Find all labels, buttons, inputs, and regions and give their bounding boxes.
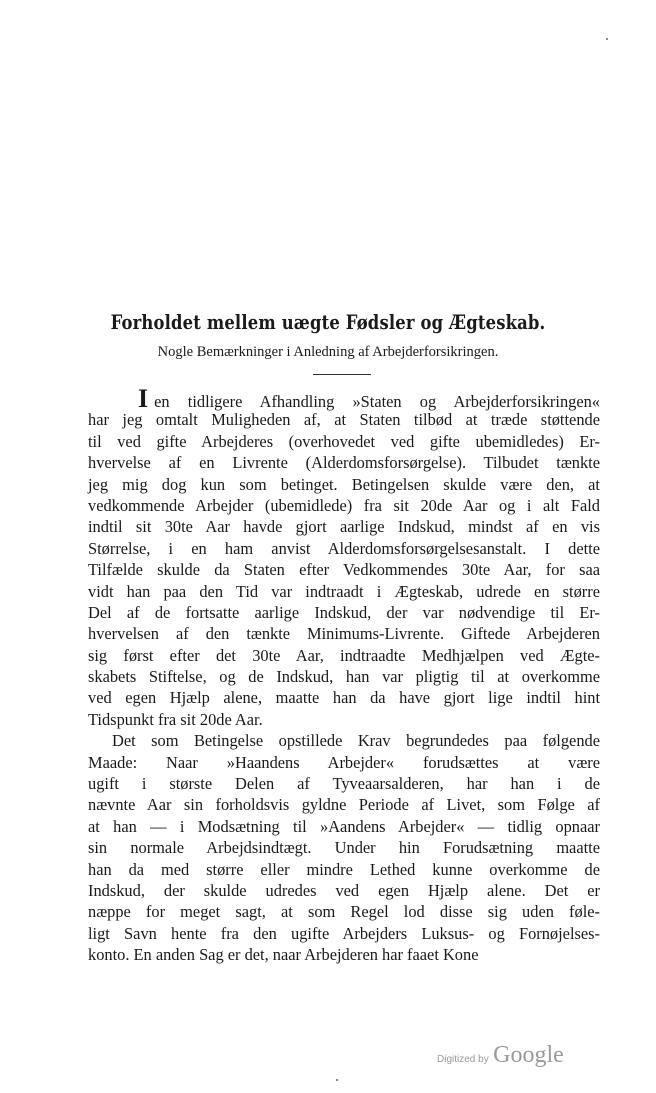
text-line xyxy=(88,384,600,413)
text-line xyxy=(88,431,600,452)
line-text: Størrelse, i en ham anvist Alderdomsforsørgelsesanstalt. I dette xyxy=(88,538,600,558)
line-text: jeg mig dog kun som betinget. Betingelsen skulde være den, at xyxy=(88,474,600,494)
line-text: hvervelse af en Livrente (Alderdomsforsørgelse). Tilbudet tænkte xyxy=(88,453,600,473)
line-text: skabets Stiftelse, og de Indskud, han var pligtig til at overkomme xyxy=(88,667,600,687)
line-text: Tilfælde skulde da Staten efter Vedkommendes 30te Aar, for saa xyxy=(88,560,600,580)
text-line xyxy=(88,452,600,473)
text-line xyxy=(88,837,600,858)
text-line xyxy=(88,409,600,430)
line-text: vedkommende Arbejder (ubemidlede) fra sit 20de Aar og i alt Fald xyxy=(88,495,600,515)
text-line xyxy=(88,923,600,944)
line-text: til ved gifte Arbejderes (overhovedet ved gifte ubemidledes) Er- xyxy=(88,431,600,451)
text-line xyxy=(88,687,600,708)
line-text: ligt Savn hente fra den ugifte Arbejders Luksus- og Fornøjelses- xyxy=(88,923,600,943)
text-line xyxy=(88,816,600,837)
line-text: Del af de fortsatte aarlige Indskud, der var nødvendige til Er- xyxy=(88,602,600,622)
text-line xyxy=(88,859,600,880)
text-line xyxy=(88,666,600,687)
article-body xyxy=(88,384,600,966)
text-line xyxy=(88,474,600,495)
line-text: næppe for meget sagt, at som Regel lod disse sig uden føle- xyxy=(88,902,600,922)
line-text: nævnte Aar sin forholdsvis gyldne Periode af Livet, som Følge af xyxy=(88,795,600,815)
text-line xyxy=(88,901,600,922)
text-line xyxy=(88,495,600,516)
line-text: at han — i Modsætning til »Aandens Arbejder« — tidlig opnaar xyxy=(88,816,600,836)
text-line xyxy=(88,944,600,965)
text-line xyxy=(88,730,600,751)
drop-cap: I xyxy=(138,384,149,413)
text-line xyxy=(88,581,600,602)
watermark-prefix: Digitized by xyxy=(437,1054,489,1065)
line-text: hvervelsen af den tænkte Minimums-Livrente. Giftede Arbejderen xyxy=(88,624,600,644)
title-divider xyxy=(313,374,371,375)
text-line xyxy=(88,773,600,794)
google-logo: Google xyxy=(493,1042,564,1068)
line-text: han da med større eller mindre Lethed kunne overkomme de xyxy=(88,859,600,879)
line-text: konto. En anden Sag er det, naar Arbejderen har faaet Kone xyxy=(88,945,479,965)
speck xyxy=(336,1079,338,1081)
article-title: Forholdet mellem uægte Fødsler og Ægteskab. xyxy=(110,310,546,334)
text-line xyxy=(88,602,600,623)
text-line xyxy=(88,538,600,559)
speck xyxy=(606,38,608,40)
text-line xyxy=(88,752,600,773)
line-text: har jeg omtalt Muligheden af, at Staten tilbød at træde støttende xyxy=(88,410,600,430)
digitized-watermark xyxy=(437,1042,564,1069)
line-text: Det som Betingelse opstillede Krav begrundedes paa følgende xyxy=(112,731,600,751)
paragraph-1 xyxy=(88,384,600,730)
line-text: Maade: Naar »Haandens Arbejder« forudsættes at være xyxy=(88,752,600,772)
line-text: en tidligere Afhandling »Staten og Arbejderforsikringen« xyxy=(154,392,600,411)
text-line xyxy=(88,645,600,666)
paragraph-2 xyxy=(88,730,600,965)
text-line xyxy=(88,623,600,644)
text-line xyxy=(88,559,600,580)
text-line xyxy=(88,709,600,730)
text-line xyxy=(88,516,600,537)
line-text: Indskud, der skulde udredes ved egen Hjælp alene. Det er xyxy=(88,880,600,900)
line-text: ugift i største Delen af Tyveaarsalderen, har han i de xyxy=(88,774,600,794)
line-text: sin normale Arbejdsindtægt. Under hin Forudsætning maatte xyxy=(88,838,600,858)
text-line xyxy=(88,794,600,815)
line-text: sig først efter det 30te Aar, indtraadte Medhjælpen ved Ægte- xyxy=(88,645,600,665)
text-line xyxy=(88,880,600,901)
line-text: indtil sit 30te Aar havde gjort aarlige Indskud, mindst af en vis xyxy=(88,517,600,537)
line-text: ved egen Hjælp alene, maatte han da have gjort lige indtil hint xyxy=(88,688,600,708)
line-text: Tidspunkt fra sit 20de Aar. xyxy=(88,709,263,729)
line-text: vidt han paa den Tid var indtraadt i Ægteskab, udrede en større xyxy=(88,581,600,601)
article-subtitle: Nogle Bemærkninger i Anledning af Arbejderforsikringen. xyxy=(157,344,499,360)
